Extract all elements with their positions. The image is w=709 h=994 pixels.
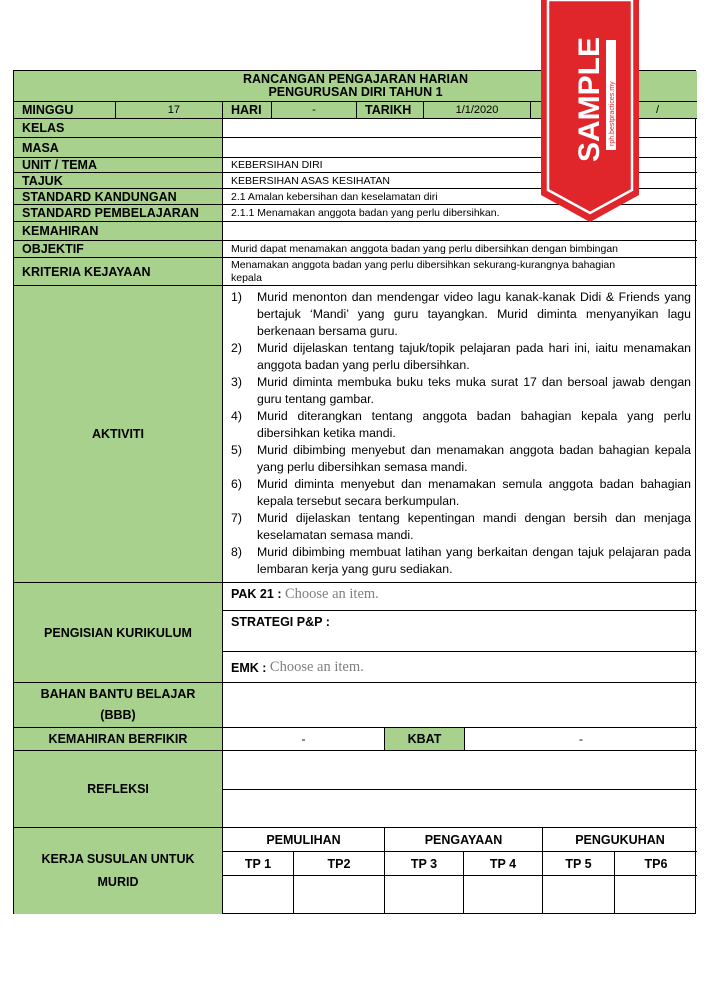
pengisian-kurikulum-label: PENGISIAN KURIKULUM bbox=[14, 583, 223, 683]
activity-text: Murid dibimbing menyebut dan menamakan anggota badan bahagian kepala yang perlu dibersihkan semasa mandi. bbox=[257, 443, 691, 474]
sample-text: SAMPLE bbox=[573, 36, 606, 162]
kelas-label: KELAS bbox=[14, 119, 223, 138]
bbb-label-line2: (BBB) bbox=[100, 708, 136, 722]
info-extra-value[interactable]: / bbox=[531, 102, 697, 119]
level-tp6: TP6 bbox=[615, 852, 697, 876]
activity-text: Murid dibimbing membuat latihan yang berkaitan dengan tajuk pelajaran pada lembaran kerja yang guru sediakan. bbox=[257, 545, 691, 576]
kbat-value[interactable]: - bbox=[465, 728, 697, 751]
activity-item bbox=[231, 510, 691, 544]
kriteria-line1: Menamakan anggota badan yang perlu dibersihkan sekurang-kurangnya bahagian bbox=[231, 259, 616, 271]
activity-text: Murid diminta menyebut dan menamakan semula anggota badan bahagian kepala tersebut secara berkumpulan. bbox=[257, 477, 691, 508]
kbat-label: KBAT bbox=[385, 728, 465, 751]
standard-kandungan-value[interactable]: 2.1 Amalan kebersihan dan keselamatan diri bbox=[223, 189, 697, 205]
kemahiran-value[interactable] bbox=[223, 222, 697, 241]
standard-pembelajaran-value[interactable]: 2.1.1 Menamakan anggota badan yang perlu dibersihkan. bbox=[223, 205, 697, 222]
bbb-value[interactable] bbox=[223, 683, 697, 728]
refleksi-field-1[interactable] bbox=[223, 751, 697, 790]
tp5-field[interactable] bbox=[543, 876, 615, 914]
tajuk-label: TAJUK bbox=[14, 173, 223, 189]
minggu-value[interactable]: 17 bbox=[116, 102, 223, 119]
tp3-field[interactable] bbox=[385, 876, 464, 914]
pak21-label: PAK 21 : bbox=[231, 587, 282, 601]
tarikh-value[interactable]: 1/1/2020 bbox=[424, 102, 531, 119]
group-pemulihan: PEMULIHAN bbox=[223, 828, 385, 852]
bbb-label bbox=[14, 683, 223, 728]
group-pengukuhan: PENGUKUHAN bbox=[543, 828, 697, 852]
aktiviti-label: AKTIVITI bbox=[14, 286, 223, 583]
hari-value[interactable]: - bbox=[272, 102, 357, 119]
activity-item bbox=[231, 289, 691, 340]
activity-number: 4) bbox=[231, 409, 242, 423]
activity-number: 1) bbox=[231, 290, 242, 304]
activity-text: Murid diterangkan tentang anggota badan bahagian kepala yang perlu dibersihkan ketika mandi. bbox=[257, 409, 691, 440]
tp1-field[interactable] bbox=[223, 876, 294, 914]
sample-watermark bbox=[541, 0, 639, 222]
tp4-field[interactable] bbox=[464, 876, 543, 914]
group-pengayaan: PENGAYAAN bbox=[385, 828, 543, 852]
tp2-field[interactable] bbox=[294, 876, 385, 914]
kriteria-kejayaan-label: KRITERIA KEJAYAAN bbox=[14, 258, 223, 286]
masa-label: MASA bbox=[14, 138, 223, 158]
activity-item bbox=[231, 442, 691, 476]
activity-text: Murid dijelaskan tentang kepentingan mandi dengan bersih dan menjaga keselamatan semasa mandi. bbox=[257, 511, 691, 542]
kerja-susulan-label-line2: MURID bbox=[97, 875, 139, 889]
unit-tema-value[interactable]: KEBERSIHAN DIRI bbox=[223, 158, 697, 173]
emk-label: EMK : bbox=[231, 660, 267, 675]
hari-label: HARI bbox=[223, 102, 272, 119]
activity-text: Murid dijelaskan tentang tajuk/topik pelajaran pada hari ini, iaitu menamakan anggota badan yang perlu dibersihkan. bbox=[257, 341, 691, 372]
refleksi-field-2[interactable] bbox=[223, 790, 697, 828]
unit-tema-label: UNIT / TEMA bbox=[14, 158, 223, 173]
aktiviti-content[interactable] bbox=[223, 286, 697, 583]
sample-ribbon-icon bbox=[541, 0, 639, 222]
objektif-value[interactable]: Murid dapat menamakan anggota badan yang perlu dibersihkan dengan bimbingan bbox=[223, 241, 697, 258]
activity-item bbox=[231, 340, 691, 374]
tajuk-value[interactable]: KEBERSIHAN ASAS KESIHATAN bbox=[223, 173, 697, 189]
level-tp3: TP 3 bbox=[385, 852, 464, 876]
kemahiran-label: KEMAHIRAN bbox=[14, 222, 223, 241]
activity-item bbox=[231, 544, 691, 578]
minggu-label: MINGGU bbox=[14, 102, 116, 119]
header-title-line1: RANCANGAN PENGAJARAN HARIAN bbox=[242, 72, 468, 86]
kemahiran-berfikir-value[interactable]: - bbox=[223, 728, 385, 751]
activity-text: Murid diminta membuka buku teks muka surat 17 dan bersoal jawab dengan guru tentang gambar. bbox=[257, 375, 691, 406]
bbb-label-line1: BAHAN BANTU BELAJAR bbox=[40, 687, 196, 701]
level-tp2: TP2 bbox=[294, 852, 385, 876]
strategi-field[interactable] bbox=[223, 611, 697, 652]
activity-text: Murid menonton dan mendengar video lagu kanak-kanak Didi & Friends yang bertajuk ‘Mandi’ yang guru tayangkan. Murid diminta menyanyikan lagu berkenaan bersama guru. bbox=[257, 290, 691, 338]
kerja-susulan-label-line1: KERJA SUSULAN UNTUK bbox=[41, 852, 195, 866]
kemahiran-berfikir-label: KEMAHIRAN BERFIKIR bbox=[14, 728, 223, 751]
activity-number: 6) bbox=[231, 477, 242, 491]
activity-number: 8) bbox=[231, 545, 242, 559]
standard-kandungan-label: STANDARD KANDUNGAN bbox=[14, 189, 223, 205]
activity-number: 3) bbox=[231, 375, 242, 389]
sample-small-label bbox=[606, 40, 616, 150]
pak21-field[interactable] bbox=[223, 583, 697, 611]
activity-item bbox=[231, 408, 691, 442]
standard-pembelajaran-label: STANDARD PEMBELAJARAN bbox=[14, 205, 223, 222]
activity-number: 5) bbox=[231, 443, 242, 457]
sample-small-text: rph.bestpractices.my bbox=[609, 81, 616, 146]
kriteria-line2: kepala bbox=[231, 271, 262, 284]
activity-item bbox=[231, 374, 691, 408]
objektif-label: OBJEKTIF bbox=[14, 241, 223, 258]
emk-dropdown[interactable]: Choose an item. bbox=[269, 659, 364, 675]
activity-number: 7) bbox=[231, 511, 242, 525]
level-tp4: TP 4 bbox=[464, 852, 543, 876]
activity-number: 2) bbox=[231, 341, 242, 355]
strategi-label: STRATEGI P&P : bbox=[231, 615, 330, 629]
kerja-susulan-label bbox=[14, 828, 223, 914]
pak21-dropdown[interactable]: Choose an item. bbox=[284, 586, 379, 602]
activity-item bbox=[231, 476, 691, 510]
level-tp5: TP 5 bbox=[543, 852, 615, 876]
header-title-line2: PENGURUSAN DIRI TAHUN 1 bbox=[268, 85, 443, 99]
emk-field[interactable] bbox=[223, 652, 697, 683]
tarikh-label: TARIKH bbox=[357, 102, 424, 119]
tp6-field[interactable] bbox=[615, 876, 697, 914]
refleksi-label: REFLEKSI bbox=[14, 751, 223, 828]
kriteria-kejayaan-value[interactable] bbox=[223, 258, 697, 286]
activity-list bbox=[223, 289, 697, 578]
level-tp1: TP 1 bbox=[223, 852, 294, 876]
